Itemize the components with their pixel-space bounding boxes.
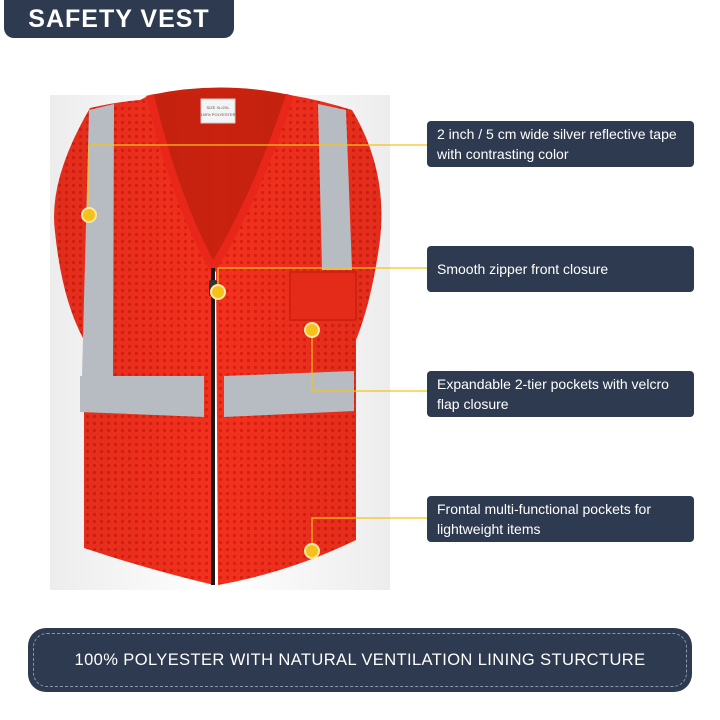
marker-dot-3 <box>305 323 319 337</box>
callout-frontal-pockets <box>427 496 694 542</box>
callout-text: Expandable 2-tier pockets with velcro flap closure <box>437 376 669 412</box>
label-tag <box>201 99 235 123</box>
marker-dot-1 <box>82 208 96 222</box>
callout-pockets <box>427 371 694 417</box>
reflective-strip-left-horizontal <box>80 376 204 417</box>
page-title: SAFETY VEST <box>28 4 210 33</box>
callout-text: Smooth zipper front closure <box>437 261 609 277</box>
callout-text: 2 inch / 5 cm wide silver reflective tape with contrasting color <box>437 126 677 162</box>
callout-text: Frontal multi-functional pockets for lightweight items <box>437 501 651 537</box>
label-tag-line1: SIZE XL/2XL <box>206 105 230 110</box>
footer-banner <box>28 628 692 692</box>
footer-text: 100% POLYESTER WITH NATURAL VENTILATION LINING STURCTURE <box>74 650 646 669</box>
label-tag-line2: 100% POLYESTER <box>200 112 236 117</box>
callout-zipper <box>427 246 694 292</box>
marker-dot-4 <box>305 544 319 558</box>
callout-reflective-tape <box>427 121 694 167</box>
chest-pocket <box>290 272 356 320</box>
marker-dot-2 <box>211 285 225 299</box>
reflective-strip-right-horizontal <box>224 371 354 417</box>
